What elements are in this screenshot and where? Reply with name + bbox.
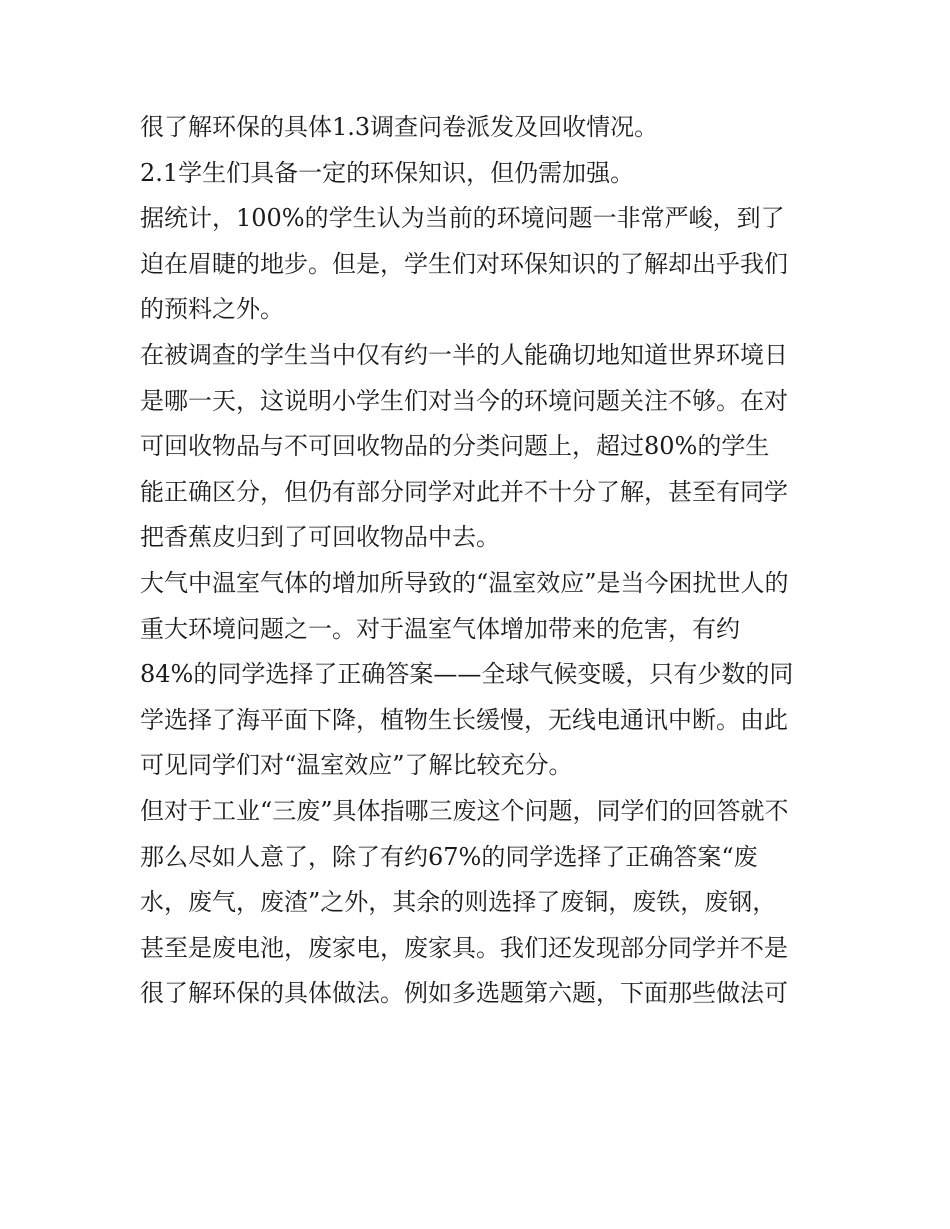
text-line: 迫在眉睫的地步。但是，学生们对环保知识的了解却出乎我们 [140,249,788,278]
text-line: 那么尽如人意了，除了有约67%的同学选择了正确答案“废 [140,842,758,871]
text-line: 重大环境问题之一。对于温室气体增加带来的危害，有约 [140,614,740,643]
text-line: 很了解环保的具体1.3调查问卷派发及回收情况。 [140,113,659,141]
text-line: 能正确区分，但仍有部分同学对此并不十分了解，甚至有同学 [140,477,788,506]
text-line: 2.1学生们具备一定的环保知识，但仍需加强。 [140,158,635,187]
text-line: 把香蕉皮归到了可回收物品中去。 [140,523,500,552]
text-line: 84%的同学选择了正确答案——全球气候变暖，只有少数的同 [140,660,794,689]
text-line: 可回收物品与不可回收物品的分类问题上，超过80%的学生 [140,432,770,461]
text-line: 据统计，100%的学生认为当前的环境问题一非常严峻，到了 [140,204,785,233]
text-line: 可见同学们对“温室效应”了解比较充分。 [140,751,573,780]
text-line: 的预料之外。 [140,295,284,324]
text-line: 甚至是废电池，废家电，废家具。我们还发现部分同学并不是 [140,933,788,962]
text-line: 学选择了海平面下降，植物生长缓慢，无线电通讯中断。由此 [140,705,788,734]
document-body [140,105,820,1017]
text-line: 大气中温室气体的增加所导致的“温室效应”是当今困扰世人的 [140,568,789,597]
text-line: 是哪一天，这说明小学生们对当今的环境问题关注不够。在对 [140,386,788,415]
text-line: 水，废气，废渣”之外，其余的则选择了废铜，废铁，废钢， [140,888,777,917]
text-line: 但对于工业“三废”具体指哪三废这个问题，同学们的回答就不 [140,796,789,825]
text-line: 在被调查的学生当中仅有约一半的人能确切地知道世界环境日 [140,340,788,369]
text-line: 很了解环保的具体做法。例如多选题第六题，下面那些做法可 [140,979,788,1008]
